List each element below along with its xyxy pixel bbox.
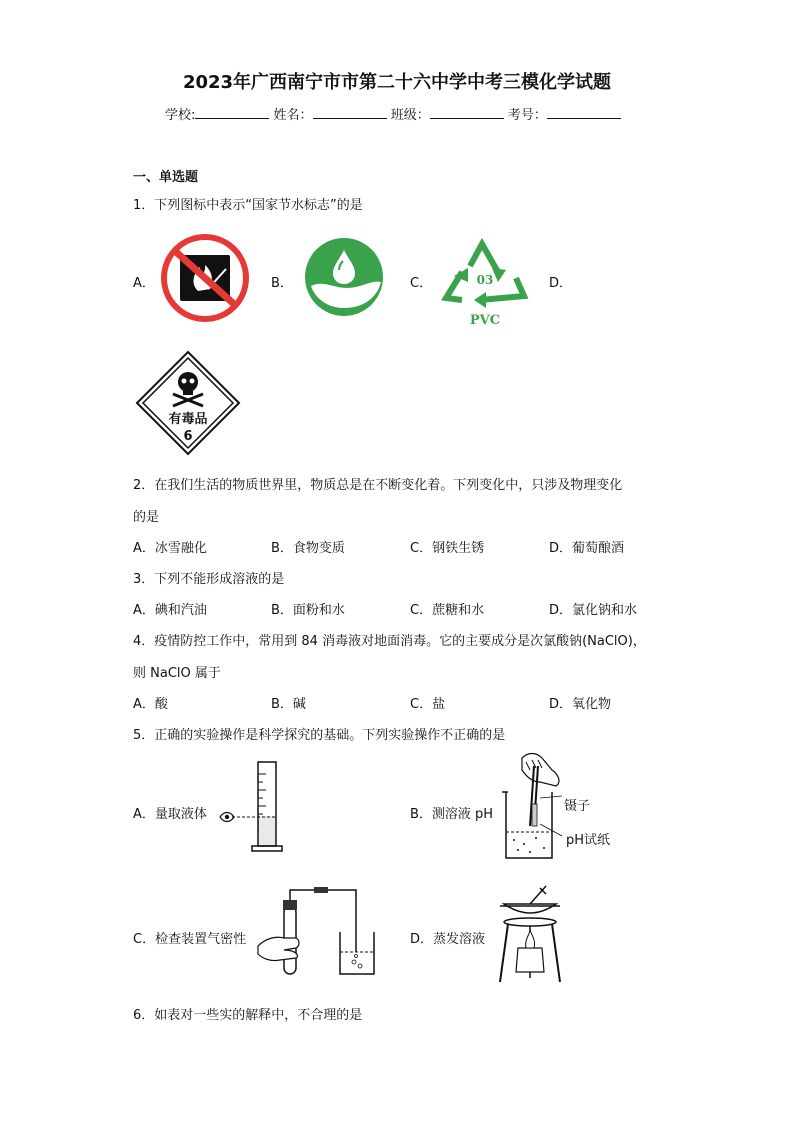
q5-option-a: A．量取液体 xyxy=(133,807,207,822)
q5-option-b: B．测溶液 pH xyxy=(410,807,494,822)
school-blank[interactable] xyxy=(195,106,269,119)
tweezers-label: 镊子 xyxy=(564,799,591,814)
student-info-line xyxy=(165,104,621,123)
ph-paper-label: pH试纸 xyxy=(566,833,611,848)
toxic-label-text: 有毒品 xyxy=(168,412,208,427)
q2-option-c: C．钢铁生锈 xyxy=(410,541,485,556)
section-heading: 一、单选题 xyxy=(133,170,199,185)
q3-stem: 3．下列不能形成溶液的是 xyxy=(133,572,285,587)
q5-option-c: C．检查装置气密性 xyxy=(133,932,247,947)
q3-option-b: B．面粉和水 xyxy=(271,603,345,618)
exam-no-blank[interactable] xyxy=(547,106,621,119)
ph-test-illustration xyxy=(496,752,636,864)
pvc-recycle-sign-icon xyxy=(440,232,530,328)
q1-option-b-label: B． xyxy=(271,276,293,291)
page-title: 2023年广西南宁市市第二十六中学中考三模化学试题 xyxy=(182,72,612,93)
water-saving-sign-icon xyxy=(303,236,385,318)
q6-stem: 6．如表对一些实的解释中，不合理的是 xyxy=(133,1008,363,1023)
q5-stem: 5．正确的实验操作是科学探究的基础。下列实验操作不正确的是 xyxy=(133,728,506,743)
airtightness-check-illustration xyxy=(256,886,380,982)
q4-option-b: B．碱 xyxy=(271,697,306,712)
q4-option-a: A．酸 xyxy=(133,697,168,712)
q4-option-d: D．氧化物 xyxy=(549,697,612,712)
recycle-code-text: 03 xyxy=(476,273,494,287)
q2-stem-line1: 2．在我们生活的物质世界里，物质总是在不断变化着。下列变化中，只涉及物理变化 xyxy=(133,478,623,493)
q1-option-c-label: C． xyxy=(410,276,433,291)
q4-stem-line1: 4．疫情防控工作中，常用到 84 消毒液对地面消毒。它的主要成分是次氯酸钠(NaClO)， xyxy=(133,634,646,649)
name-label: 姓名： xyxy=(273,108,313,123)
q4-stem-line2: 则 NaClO 属于 xyxy=(133,666,221,681)
q1-option-d-label: D． xyxy=(549,276,573,291)
no-fire-sign-icon xyxy=(160,233,250,323)
q2-option-a: A．冰雪融化 xyxy=(133,541,207,556)
q2-stem-line2: 的是 xyxy=(133,510,160,525)
toxic-class-text: 6 xyxy=(183,429,193,444)
q5-option-d: D．蒸发溶液 xyxy=(410,932,486,947)
q3-option-d: D．氯化钠和水 xyxy=(549,603,638,618)
graduated-cylinder-illustration xyxy=(218,760,288,854)
name-blank[interactable] xyxy=(313,106,387,119)
class-blank[interactable] xyxy=(430,106,504,119)
exam-no-label: 考号： xyxy=(507,108,547,123)
q4-option-c: C．盐 xyxy=(410,697,446,712)
q3-option-a: A．碘和汽油 xyxy=(133,603,207,618)
q1-option-a-label: A． xyxy=(133,276,155,291)
q1-stem: 1．下列图标中表示“国家节水标志”的是 xyxy=(133,198,363,213)
evaporation-illustration xyxy=(496,882,566,986)
recycle-material-text: PVC xyxy=(469,313,501,328)
q2-option-b: B．食物变质 xyxy=(271,541,345,556)
q2-option-d: D．葡萄酿酒 xyxy=(549,541,625,556)
toxic-hazard-sign-icon xyxy=(135,350,241,456)
school-label: 学校: xyxy=(165,108,196,123)
class-label: 班级： xyxy=(390,108,430,123)
q3-option-c: C．蔗糖和水 xyxy=(410,603,485,618)
